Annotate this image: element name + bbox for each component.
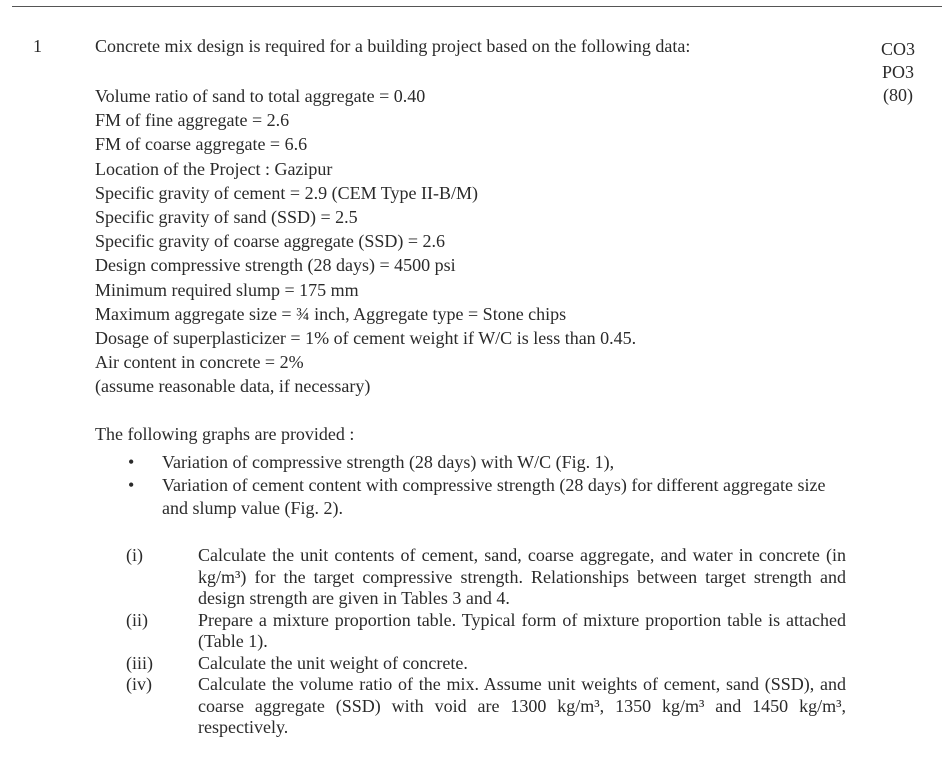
data-line: Specific gravity of cement = 2.9 (CEM Type II-B/M): [95, 182, 478, 203]
task-number: (iv): [126, 674, 152, 694]
top-rule: [12, 6, 942, 7]
data-line: Design compressive strength (28 days) = 4500 psi: [95, 255, 456, 276]
data-line: Specific gravity of sand (SSD) = 2.5: [95, 207, 358, 228]
marks-tag: (80): [883, 85, 913, 105]
task-number: (ii): [126, 609, 148, 630]
program-outcome-tag: PO3: [881, 62, 914, 82]
task-text: Calculate the unit contents of cement, sand, coarse aggregate, and water in concrete (in kg/m³) for the target compressive strength. Relationships between target strength and design strength are given in Tables 3 and 4.: [198, 545, 846, 608]
list-item: [125, 451, 845, 474]
course-outcome-tag: CO3: [880, 39, 915, 59]
list-item: [125, 474, 845, 520]
question-intro: Concrete mix design is required for a building project based on the following data:: [95, 36, 691, 56]
graph-item-text: Variation of cement content with compressive strength (28 days) for different aggregate size and slump value (Fig. 2).: [162, 475, 826, 518]
data-line: FM of coarse aggregate = 6.6: [95, 134, 308, 155]
graphs-heading: The following graphs are provided :: [95, 424, 355, 444]
list-item: [126, 545, 846, 610]
bullet-icon: •: [128, 452, 135, 472]
given-data-list: [95, 84, 636, 399]
question-number: 1: [33, 36, 42, 56]
list-item: [126, 674, 846, 739]
data-line: (assume reasonable data, if necessary): [95, 376, 371, 397]
task-text: Calculate the unit weight of concrete.: [198, 652, 468, 673]
data-line: Minimum required slump = 175 mm: [95, 279, 359, 300]
list-item: [126, 610, 846, 653]
task-number: (i): [126, 545, 143, 565]
list-item: [126, 653, 846, 675]
graph-item-text: Variation of compressive strength (28 days) with W/C (Fig. 1),: [162, 452, 615, 472]
outcome-tags: [868, 38, 928, 107]
task-list: [126, 545, 846, 739]
bullet-icon: •: [128, 475, 135, 495]
data-line: Air content in concrete = 2%: [95, 352, 304, 373]
graphs-list: [125, 451, 845, 520]
task-text: Prepare a mixture proportion table. Typical form of mixture proportion table is attached (Table 1).: [198, 609, 846, 651]
data-line: Specific gravity of coarse aggregate (SSD) = 2.6: [95, 231, 446, 252]
task-text: Calculate the volume ratio of the mix. Assume unit weights of cement, sand (SSD), and coarse aggregate (SSD) with void are 1300 kg/m³, 1350 kg/m³ and 1450 kg/m³, respectively.: [198, 674, 846, 737]
data-line: Location of the Project : Gazipur: [95, 158, 333, 179]
data-line: Dosage of superplasticizer = 1% of cement weight if W/C is less than 0.45.: [95, 328, 637, 349]
data-line: Maximum aggregate size = ¾ inch, Aggregate type = Stone chips: [95, 303, 567, 324]
data-line: FM of fine aggregate = 2.6: [95, 110, 290, 131]
data-line: Volume ratio of sand to total aggregate = 0.40: [95, 86, 426, 106]
task-number: (iii): [126, 652, 153, 673]
